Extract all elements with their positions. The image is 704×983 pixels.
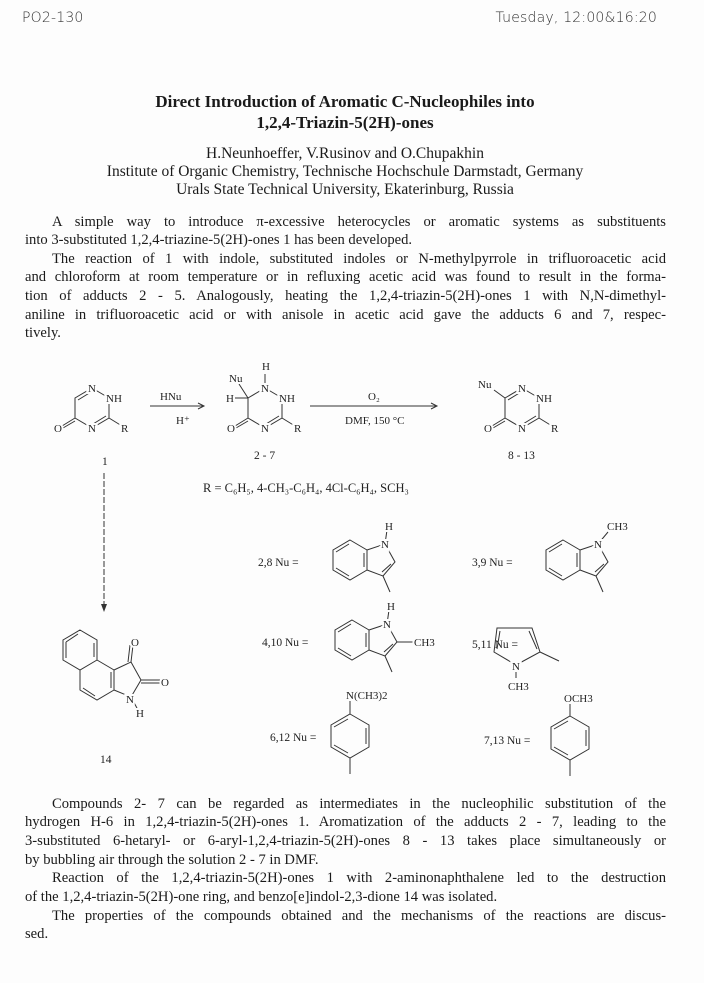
n-methylpyrrole-structure <box>494 628 559 693</box>
atom-label: N <box>261 423 269 435</box>
compound-14-structure <box>63 630 169 720</box>
n-methylindole-structure <box>546 521 628 592</box>
compound-8-13-label: 8 - 13 <box>508 450 535 462</box>
arrow-2-conditions: DMF, 150 °C <box>345 415 405 427</box>
discussion-line: hydrogen H-6 in 1,2,4-triazin-5(2H)-ones 1. Aromatization of the adducts 2 - 7, leading to the <box>25 814 666 830</box>
nu-label-3-9: 3,9 Nu = <box>472 557 513 569</box>
compound-1-structure <box>54 383 129 435</box>
atom-label: Nu <box>478 379 492 391</box>
atom-label: R <box>294 423 302 435</box>
atom-label: N <box>88 383 96 395</box>
nu-label-4-10: 4,10 Nu = <box>262 637 309 649</box>
atom-label: O <box>227 423 235 435</box>
indole-structure <box>333 521 395 592</box>
discussion-line: by bubbling air through the solution 2 - 7 in DMF. <box>25 852 319 868</box>
intro-line: The reaction of 1 with indole, substituted indoles or N-methylpyrrole in trifluoroacetic acid <box>52 251 666 267</box>
intro-line: and chloroform at room temperature or in refluxing acetic acid was found to result in the forma- <box>25 269 666 285</box>
title-line-2: 1,2,4-Triazin-5(2H)-ones <box>256 113 434 132</box>
atom-label: N <box>261 383 269 395</box>
arrow-1-reagent: HNu <box>160 391 182 403</box>
atom-label: H <box>387 601 395 613</box>
atom-label: O <box>161 677 169 689</box>
atom-label: CH3 <box>414 637 435 649</box>
atom-label: O <box>131 637 139 649</box>
compound-2-7-structure <box>226 361 302 435</box>
abstract-code: PO2-130 <box>22 10 84 26</box>
nu-label-5-11: 5,11 Nu = <box>472 639 518 651</box>
nu-label-6-12: 6,12 Nu = <box>270 732 317 744</box>
atom-label: CH3 <box>508 681 529 693</box>
atom-label: CH3 <box>607 521 628 533</box>
compound-14-label: 14 <box>100 754 112 766</box>
atom-label: N <box>518 423 526 435</box>
nu-label-2-8: 2,8 Nu = <box>258 557 299 569</box>
title-line-1: Direct Introduction of Aromatic C-Nucleophiles into <box>155 92 535 111</box>
atom-label: N <box>381 539 389 551</box>
atom-label: NH <box>106 393 122 405</box>
atom-label: H <box>226 393 234 405</box>
session-time: Tuesday, 12:00&16:20 <box>495 10 657 26</box>
compound-8-13-structure <box>478 379 559 435</box>
atom-label: OCH3 <box>564 693 593 705</box>
compound-1-label: 1 <box>102 456 108 468</box>
reaction-arrow-1 <box>150 403 204 409</box>
atom-label: Nu <box>229 373 243 385</box>
intro-line: tively. <box>25 325 61 341</box>
atom-label: N <box>518 383 526 395</box>
intro-line: into 3-substituted 1,2,4-triazine-5(2H)-ones 1 has been developed. <box>25 232 413 248</box>
intro-line: A simple way to introduce π-excessive heterocycles or aromatic systems as substituents <box>52 214 666 230</box>
authors: H.Neunhoeffer, V.Rusinov and O.Chupakhin <box>206 145 484 162</box>
r-substituents: R = C₆H₅, 4-CH₃-C₆H₄, 4Cl-C₆H₄, SCH₃ <box>203 481 409 495</box>
discussion-line: sed. <box>25 926 49 942</box>
atom-label: NH <box>279 393 295 405</box>
discussion-line: Reaction of the 1,2,4-triazin-5(2H)-ones 1 with 2-aminonaphthalene led to the destruction <box>52 870 666 886</box>
2-methylindole-structure <box>335 601 435 672</box>
discussion-line: Compounds 2- 7 can be regarded as intermediates in the nucleophilic substitution of the <box>52 796 666 812</box>
affiliation-1: Institute of Organic Chemistry, Technische Hochschule Darmstadt, Germany <box>106 163 584 180</box>
arrow-2-reagent: O₂ <box>368 391 380 403</box>
intro-line: tion of adducts 2 - 5. Analogously, heating the 1,2,4-triazin-5(2H)-ones 1 with N,N-dimethyl- <box>25 288 666 304</box>
atom-label: H <box>136 708 144 720</box>
atom-label: R <box>551 423 559 435</box>
nu-label-7-13: 7,13 Nu = <box>484 735 531 747</box>
dimethylaniline-structure <box>331 690 388 774</box>
atom-label: H <box>385 521 393 533</box>
atom-label: N <box>512 661 520 673</box>
atom-label: N <box>383 619 391 631</box>
anisole-structure <box>551 693 593 776</box>
atom-label: O <box>484 423 492 435</box>
atom-label: N <box>88 423 96 435</box>
discussion-line: 3-substituted 6-hetaryl- or 6-aryl-1,2,4-triazin-5(2H)-ones 8 - 13 takes place simultaneously or <box>25 833 666 849</box>
atom-label: O <box>54 423 62 435</box>
intro-line: aniline in trifluoroacetic acid or with anisole in acetic acid gave the adducts 6 and 7, respec- <box>25 307 666 323</box>
atom-label: N <box>594 539 602 551</box>
discussion-line: of the 1,2,4-triazin-5(2H)-one ring, and benzo[e]indol-2,3-dione 14 was isolated. <box>25 889 498 905</box>
atom-label: H <box>262 361 270 373</box>
arrowhead <box>101 604 107 612</box>
reaction-arrow-2 <box>310 403 437 409</box>
arrow-1-catalyst: H⁺ <box>176 415 190 427</box>
atom-label: N <box>126 694 134 706</box>
compound-2-7-label: 2 - 7 <box>254 450 276 462</box>
atom-label: N(CH3)2 <box>346 690 388 702</box>
atom-label: NH <box>536 393 552 405</box>
discussion-line: The properties of the compounds obtained and the mechanisms of the reactions are discus- <box>52 908 666 924</box>
atom-label: R <box>121 423 129 435</box>
affiliation-2: Urals State Technical University, Ekaterinburg, Russia <box>176 181 514 198</box>
